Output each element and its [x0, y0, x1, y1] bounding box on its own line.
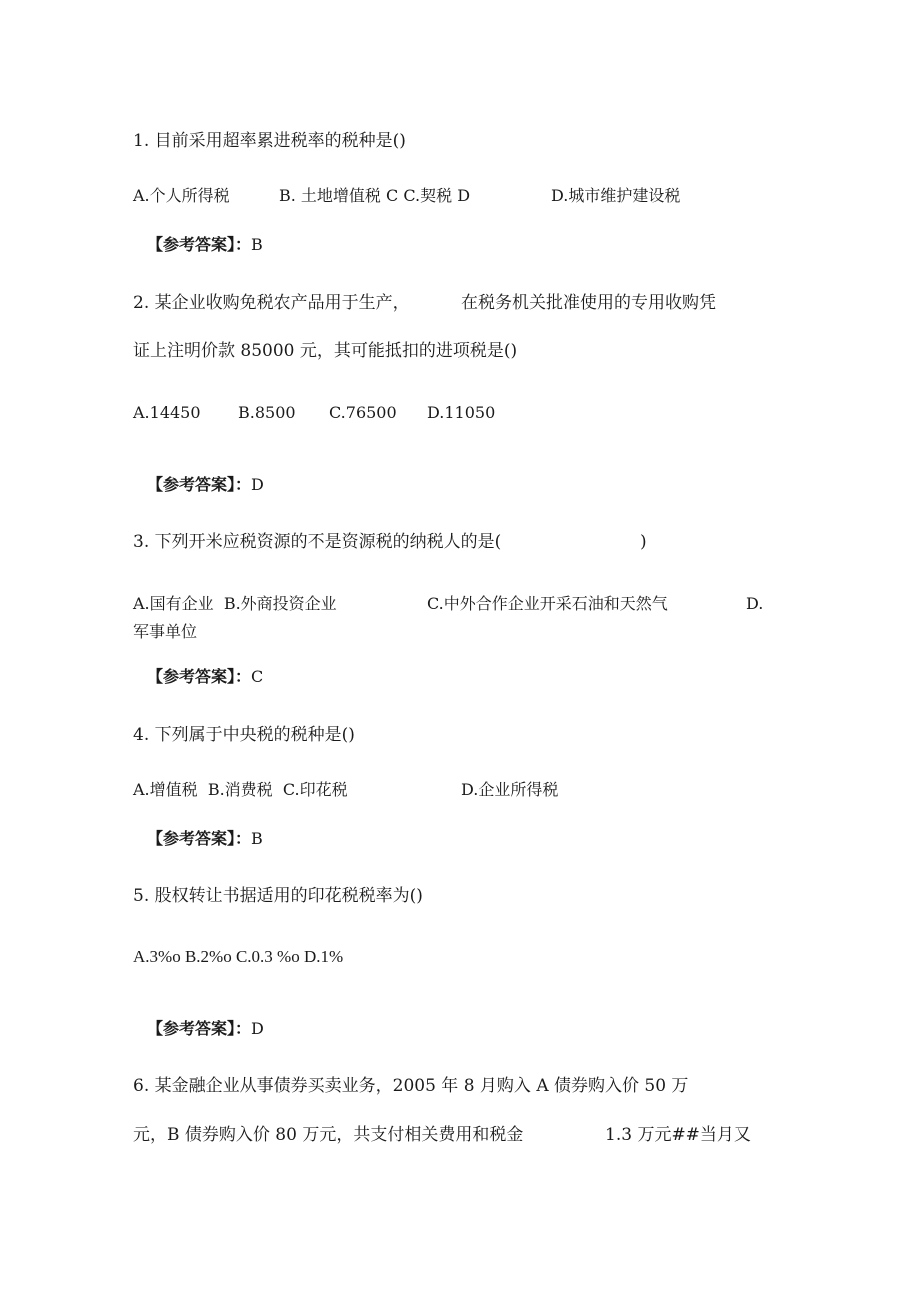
question-1-option-a: A.个人所得税	[133, 186, 230, 205]
question-3-option-d-text: 军事单位	[133, 622, 198, 641]
answer-value: C	[251, 667, 264, 686]
question-1-stem: 1. 目前采用超率累进税率的税种是()	[133, 131, 406, 151]
question-4-answer	[147, 831, 263, 847]
question-6-stem-line2-part2: 1.3 万元##当月又	[605, 1125, 751, 1145]
question-2-stem-part2: 在税务机关批准使用的专用收购凭	[461, 293, 716, 313]
question-6-stem-line1: 6. 某金融企业从事债券买卖业务，2005 年 8 月购入 A 债券购入价 50 万	[133, 1076, 689, 1096]
answer-label: 【参考答案】：	[147, 667, 252, 686]
question-1-option-d: D.城市维护建设税	[551, 186, 681, 205]
question-4-option-a-b-c: A.增值税 B.消费税 C.印花税	[133, 780, 348, 799]
question-5-options: A.3%o B.2%o C.0.3 %o D.1%	[133, 947, 344, 966]
answer-label: 【参考答案】：	[147, 235, 252, 254]
question-1-option-b-c: B. 土地增值税 C C.契税 D	[279, 186, 471, 205]
answer-label: 【参考答案】：	[147, 829, 252, 848]
question-6-stem-line2-part1: 元，B 债券购入价 80 万元，共支付相关费用和税金	[133, 1125, 524, 1145]
answer-label: 【参考答案】：	[147, 1019, 252, 1038]
answer-value: D	[251, 1019, 264, 1038]
question-3-option-d-letter: D.	[746, 594, 764, 613]
question-3-stem-part1: 3. 下列开米应税资源的不是资源税的纳税人的是(	[133, 532, 502, 552]
question-5-stem: 5. 股权转让书据适用的印花税税率为()	[133, 886, 423, 906]
question-3-option-c: C.中外合作企业开采石油和天然气	[427, 594, 668, 613]
question-2-option-c: C.76500	[329, 403, 397, 422]
question-2-option-b: B.8500	[238, 403, 296, 422]
question-1-answer	[147, 237, 263, 253]
question-2-stem-line2: 证上注明价款 85000 元，其可能抵扣的进项税是()	[133, 341, 518, 361]
question-2-stem-part1: 2. 某企业收购免税农产品用于生产，	[133, 293, 410, 313]
answer-value: B	[251, 235, 263, 254]
question-4-option-d: D.企业所得税	[461, 780, 559, 799]
question-2-answer	[147, 477, 264, 493]
question-5-answer	[147, 1021, 264, 1037]
question-4-stem: 4. 下列属于中央税的税种是()	[133, 725, 355, 745]
answer-value: D	[251, 475, 264, 494]
question-3-stem-part2: )	[640, 532, 647, 552]
question-2-option-d: D.11050	[427, 403, 496, 422]
question-3-option-a-b: A.国有企业 B.外商投资企业	[133, 594, 337, 613]
question-2-option-a: A.14450	[133, 403, 201, 422]
answer-label: 【参考答案】：	[147, 475, 252, 494]
answer-value: B	[251, 829, 263, 848]
question-3-answer	[147, 669, 263, 685]
